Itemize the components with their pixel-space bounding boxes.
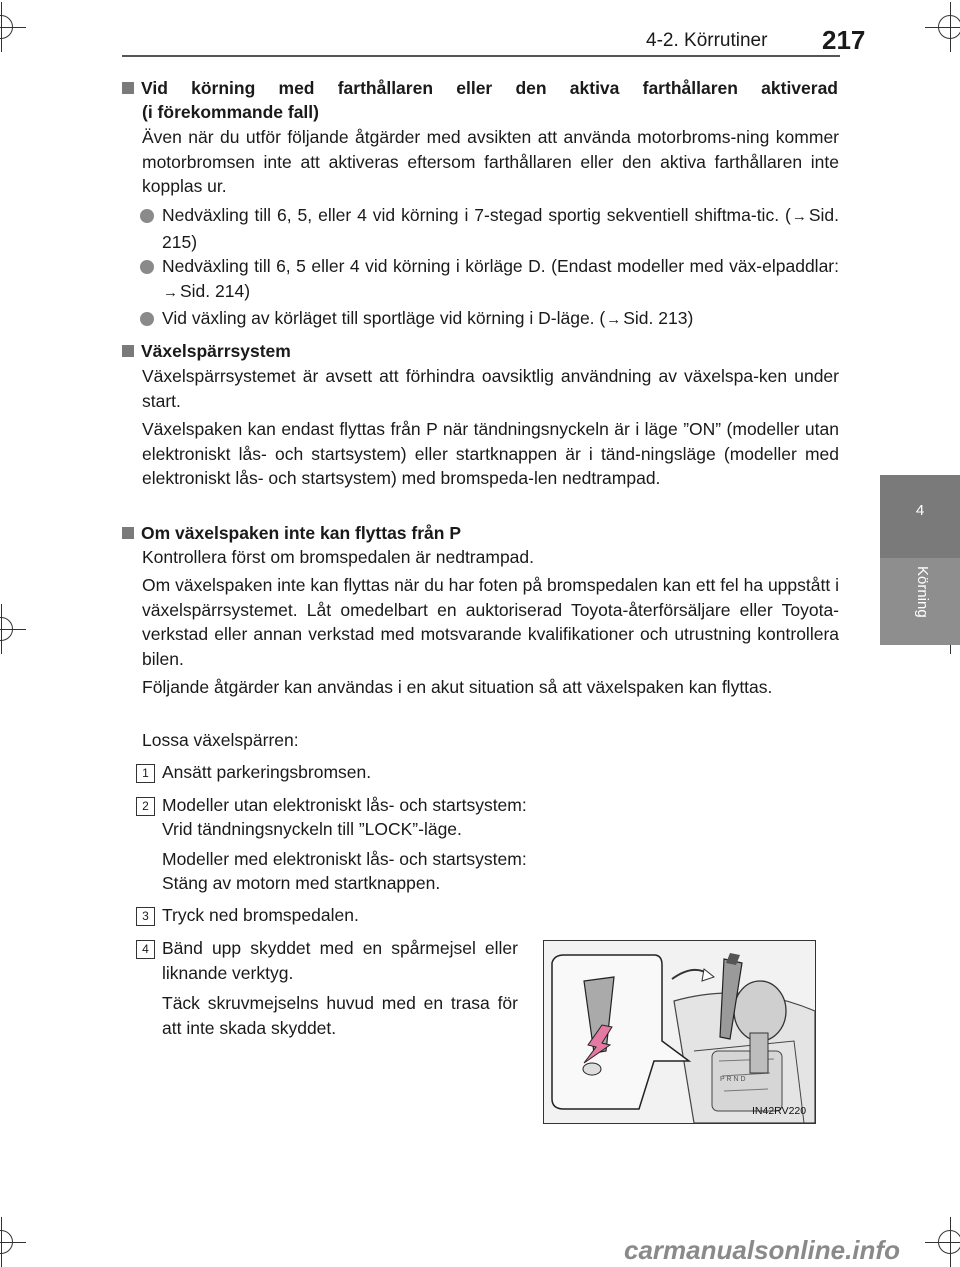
paragraph: Växelspärrsystemet är avsett att förhindra oavsiktlig användning av växelspa-ken under start.	[142, 366, 839, 411]
section-title: Om växelspaken inte kan flyttas från P	[122, 521, 461, 545]
page-reference[interactable]: Sid. 213)	[623, 308, 694, 328]
crop-mark	[0, 15, 13, 39]
chapter-label: Körning	[914, 566, 931, 618]
step-text: Tryck ned bromspedalen.	[162, 905, 359, 925]
bullet-icon	[140, 209, 154, 223]
section-title: Växelspärrsystem	[122, 339, 291, 363]
list-item: Nedväxling till 6, 5 eller 4 vid körning i körläge D. (Endast modeller med väx-elpaddlar: → Sid. 214)	[162, 254, 839, 305]
paragraph: Om växelspaken inte kan flyttas när du har foten på bromspedalen kan ett fel ha uppstått i växelspärrsystemet. Låt omedelbart en auktoriserad Toyota-återförsäljare eller Toyota-verkstad eller annan verkstad med motsvarande kvalifikationer och utrustning kontrollera bilen.	[142, 575, 839, 669]
bullet-icon	[140, 260, 154, 274]
step-number: 2	[136, 797, 155, 816]
crop-mark	[938, 1230, 960, 1254]
paragraph: Lossa växelspärren:	[142, 730, 299, 750]
square-bullet-icon	[122, 82, 134, 94]
step-text: Modeller med elektroniskt lås- och startsystem:	[162, 849, 527, 869]
square-bullet-icon	[122, 345, 134, 357]
paragraph: Kontrollera först om bromspedalen är nedtrampad.	[142, 547, 535, 567]
step-text: Modeller utan elektroniskt lås- och startsystem:	[162, 795, 527, 815]
page-number: 217	[822, 25, 866, 55]
step-text: Vrid tändningsnyckeln till ”LOCK”-läge.	[162, 819, 462, 839]
list-item: Nedväxling till 6, 5, eller 4 vid körning i 7-stegad sportig sekventiell shiftma-tic. (→ Sid. 215)	[162, 205, 839, 252]
page-reference[interactable]: Sid. 214)	[180, 280, 251, 301]
step-number: 3	[136, 907, 155, 926]
step-text: Bänd upp skyddet med en spårmejsel eller liknande verktyg.	[162, 938, 518, 983]
section-header: 4-2. Körrutiner	[646, 30, 768, 51]
shift-lever-illustration	[544, 941, 815, 1123]
paragraph: Växelspaken kan endast flyttas från P när tändningsnyckeln är i läge ”ON” (modeller utan elektroniskt lås- och startsystem) eller startknappen är i tänd-ningsläge (modeller med elektroniskt lås- och startsystem) med bromspeda-len nedtrampad.	[142, 419, 839, 489]
step-text: Ansätt parkeringsbromsen.	[162, 762, 372, 782]
arrow-right-icon: →	[163, 283, 178, 301]
figure-id: IN42RV220	[752, 1105, 807, 1117]
step-number: 4	[136, 940, 155, 959]
section-title: Vid körning med farthållaren eller den aktiva farthållaren aktiverad (i förekommande fall)	[122, 76, 838, 124]
svg-text:P R N D: P R N D	[720, 1076, 746, 1083]
step-number: 1	[136, 764, 155, 783]
page-reference[interactable]: Sid. 215)	[162, 205, 839, 252]
step-text: Täck skruvmejselns huvud med en trasa för att inte skada skyddet.	[162, 993, 518, 1038]
chapter-number: 4	[915, 502, 925, 519]
illustration	[543, 940, 816, 1124]
square-bullet-icon	[122, 527, 134, 539]
header-divider	[122, 55, 840, 57]
watermark: carmanualsonline.info	[624, 1235, 900, 1265]
arrow-right-icon: →	[606, 311, 622, 328]
paragraph: Även när du utför följande åtgärder med avsikten att använda motorbroms-ning kommer motorbromsen inte att aktiveras eftersom farthållaren eller den aktiva farthållaren inte kopplas ur.	[142, 127, 839, 197]
arrow-right-icon: →	[791, 208, 807, 225]
crop-mark	[938, 15, 960, 39]
bullet-icon	[140, 312, 154, 326]
step-text: Stäng av motorn med startknappen.	[162, 873, 441, 893]
crop-mark	[0, 1230, 13, 1254]
list-item: Vid växling av körläget till sportläge vid körning i D-läge. (→ Sid. 213)	[162, 306, 839, 333]
crop-mark	[0, 617, 13, 641]
paragraph: Följande åtgärder kan användas i en akut situation så att växelspaken kan flyttas.	[142, 677, 773, 697]
